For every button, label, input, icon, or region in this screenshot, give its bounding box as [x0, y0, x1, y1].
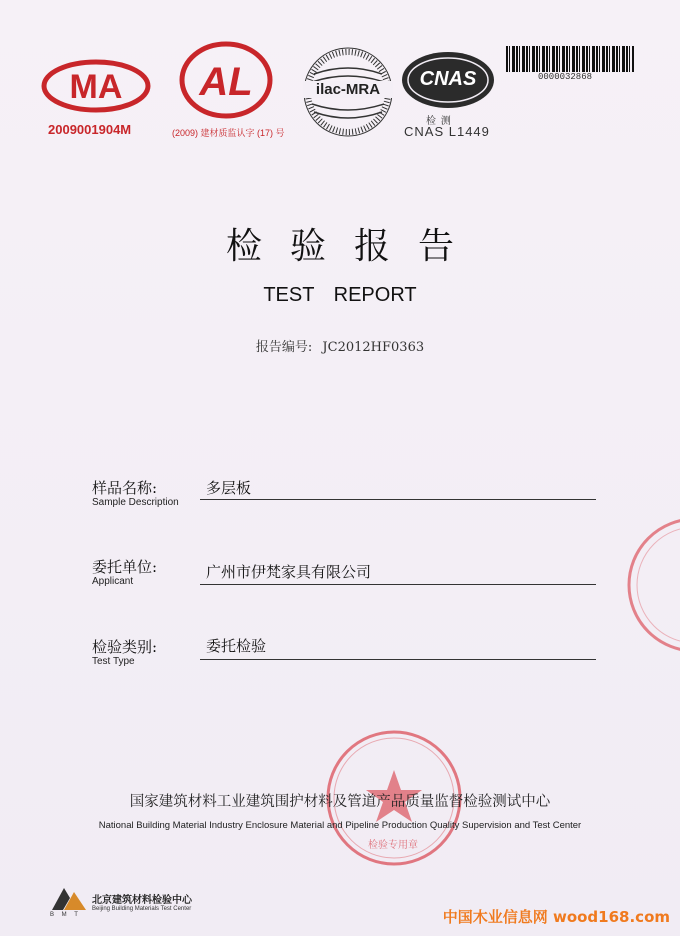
seal-text: 检验专用章 [368, 840, 418, 851]
applicant-underline [200, 584, 596, 585]
cnas-sub: 检 测 [426, 116, 452, 127]
svg-text:AL: AL [199, 60, 253, 104]
test-type-underline [200, 659, 596, 660]
partial-seal-icon [620, 510, 680, 660]
site-watermark: 中国木业信息网 wood168.com [442, 908, 670, 926]
title-en: TEST REPORT [263, 284, 417, 306]
institute-name-en: Beijing Building Materials Test Center [92, 906, 192, 912]
ilac-mra-label: ilac-MRA [303, 81, 393, 98]
bmt-logo-icon [50, 886, 88, 912]
cal-code: (2009) 建材质监认字 (17) 号 [172, 128, 285, 138]
title-cn: 检验报告 [225, 226, 482, 267]
barcode [506, 46, 634, 72]
svg-text:MA: MA [69, 68, 123, 106]
cma-code: 2009001904M [48, 122, 132, 137]
test-type-label: 检验类别: [92, 638, 158, 656]
report-number-label: 报告编号: [255, 340, 313, 355]
report-number-value: JC2012HF0363 [322, 340, 425, 355]
sample-description-underline [200, 499, 596, 500]
report-number [0, 336, 680, 355]
cal-logo-icon [178, 40, 274, 120]
sample-description-value: 多层板 [206, 479, 252, 497]
applicant-label: 委托单位: [92, 558, 158, 576]
test-type-label-en: Test Type [92, 656, 135, 667]
cma-logo-icon [40, 58, 152, 114]
applicant-label-en: Applicant [92, 576, 134, 587]
center-name-cn: 国家建筑材料工业建筑围护材料及管道产品质量监督检验测试中心 [129, 794, 551, 810]
sample-description-label-en: Sample Description [92, 497, 179, 508]
test-type-value: 委托检验 [206, 637, 267, 655]
cnas-number: CNAS L1449 [404, 124, 490, 139]
applicant-value: 广州市伊梵家具有限公司 [206, 563, 372, 581]
institute-name-cn: 北京建筑材料检验中心 [92, 895, 192, 906]
barcode-number: 0000032868 [538, 72, 593, 82]
sample-description-label: 样品名称: [92, 479, 158, 497]
cnas-label: CNAS [419, 68, 477, 90]
bmt-letters: B M T [50, 912, 81, 918]
center-name-en: National Building Material Industry Enclosure Material and Pipeline Production Quality Supervision and Test Center [98, 820, 582, 831]
